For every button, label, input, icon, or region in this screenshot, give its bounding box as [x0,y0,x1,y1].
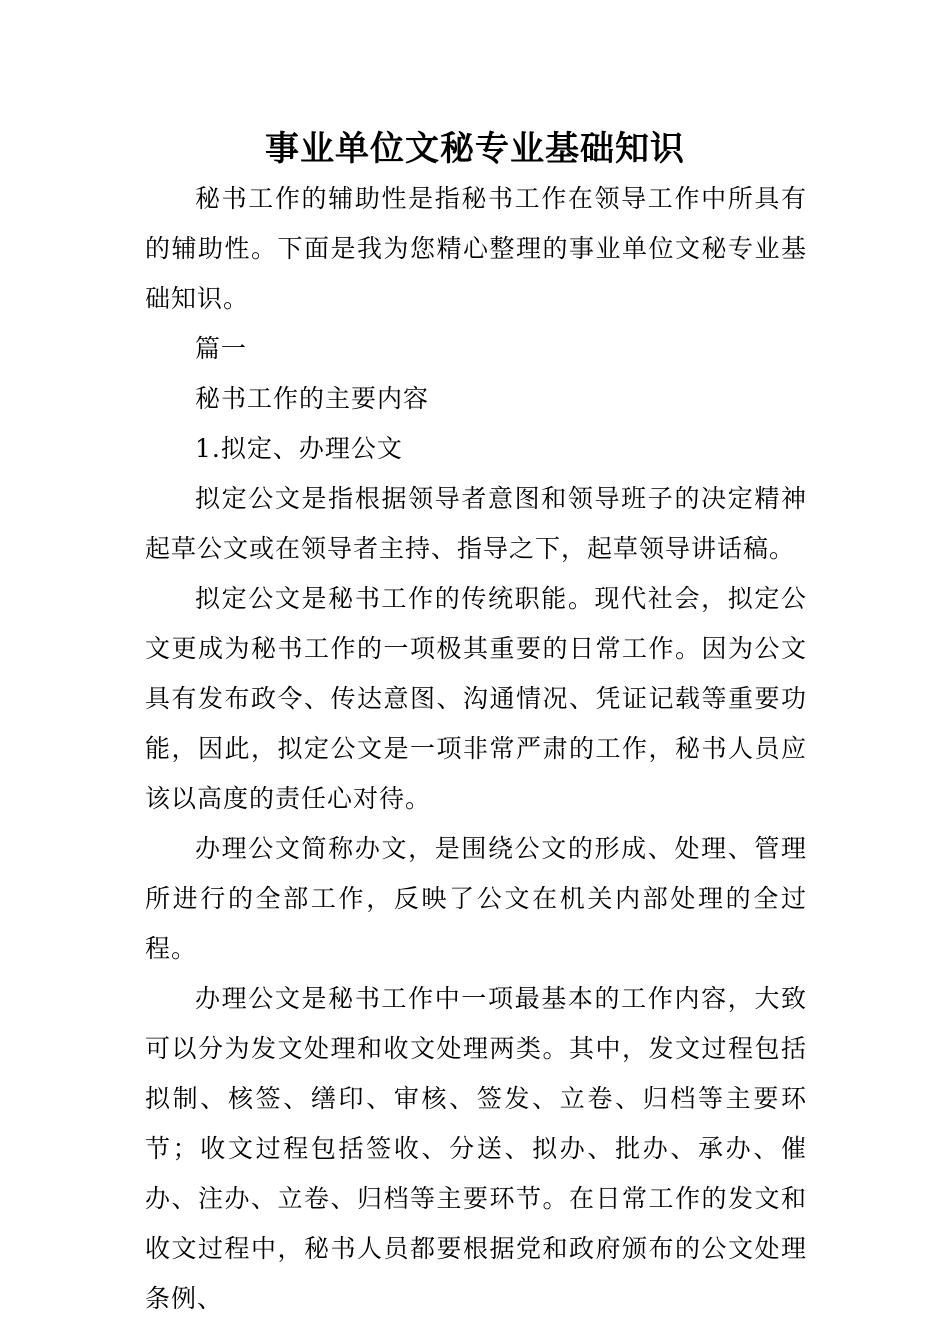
paragraph-heading: 秘书工作的主要内容 [195,384,430,413]
paragraph-intro: 秘书工作的辅助性是指秘书工作在领导工作中所具有的辅助性。下面是我为您精心整理的事业单位文秘专业基础知识。 [145,184,807,313]
document-body [145,174,807,1324]
paragraph-section-label: 篇一 [195,334,248,363]
paragraph-handling-definition: 办理公文简称办文，是围绕公文的形成、处理、管理所进行的全部工作，反映了公文在机关内部处理的全过程。 [145,834,807,963]
document-title: 事业单位文秘专业基础知识 [265,129,685,169]
paragraph-drafting-definition: 拟定公文是指根据领导者意图和领导班子的决定精神起草公文或在领导者主持、指导之下，起草领导讲话稿。 [145,484,807,563]
paragraph-handling-process: 办理公文是秘书工作中一项最基本的工作内容，大致可以分为发文处理和收文处理两类。其中，发文过程包括拟制、核签、缮印、审核、签发、立卷、归档等主要环节；收文过程包括签收、分送、拟办、批办、承办、催办、注办、立卷、归档等主要环节。在日常工作的发文和收文过程中，秘书人员都要根据党和政府颁布的公文处理条例、 [145,984,807,1313]
paragraph-subheading: 1.拟定、办理公文 [195,434,403,463]
paragraph-drafting-function: 拟定公文是秘书工作的传统职能。现代社会，拟定公文更成为秘书工作的一项极其重要的日常工作。因为公文具有发布政令、传达意图、沟通情况、凭证记载等重要功能，因此，拟定公文是一项非常严肃的工作，秘书人员应该以高度的责任心对待。 [145,584,807,813]
